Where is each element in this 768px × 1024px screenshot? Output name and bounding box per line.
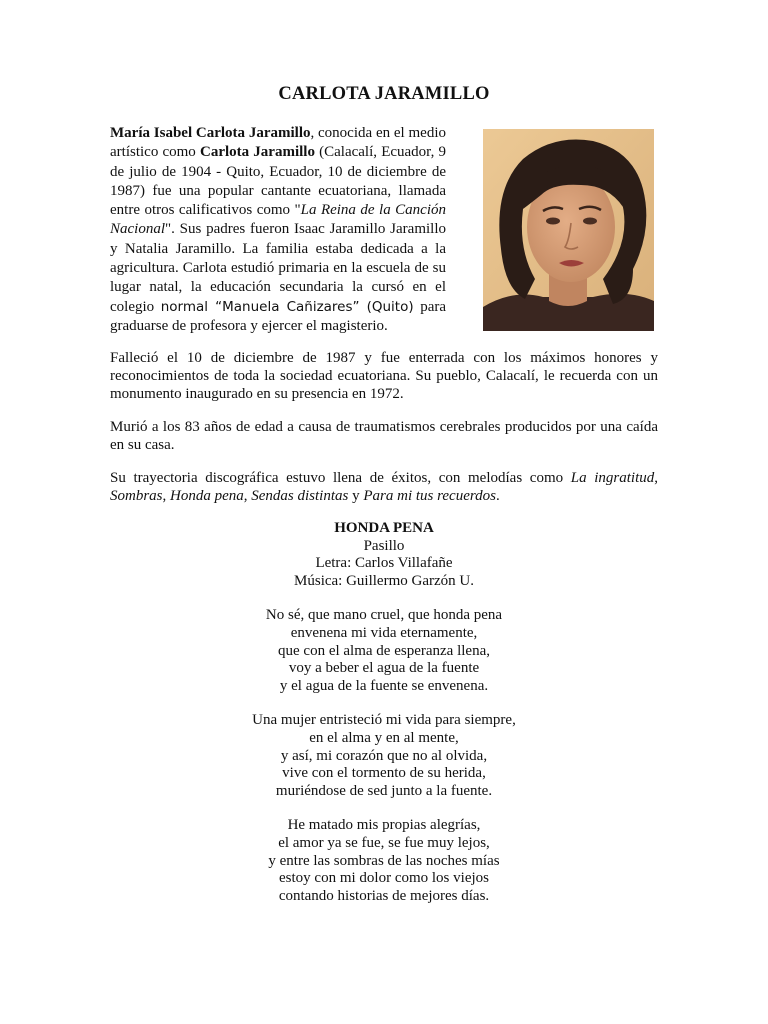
lyric-line: que con el alma de esperanza llena,: [278, 642, 490, 659]
lyric-line: vive con el tormento de su herida,: [282, 765, 486, 782]
lyric-line: He matado mis propias alegrías,: [287, 817, 481, 834]
song-title-2: Sombras: [110, 488, 163, 505]
song-title: HONDA PENA: [334, 520, 434, 536]
song-title-5: Para mi tus recuerdos: [363, 488, 496, 505]
cause-paragraph: Murió a los 83 años de edad a causa de traumatismos cerebrales producidos por una caída en su casa.: [110, 419, 658, 454]
lyric-line: envenena mi vida eternamente,: [290, 624, 478, 641]
song-title-1: La ingratitud: [570, 470, 655, 486]
separator-3: ,: [243, 488, 252, 505]
song-title-4: Sendas distintas: [251, 488, 349, 505]
full-name: María Isabel Carlota Jaramillo: [110, 125, 311, 141]
period: .: [496, 488, 500, 505]
lyric-line: muriéndose de sed junto a la fuente.: [275, 782, 493, 799]
discography-text: Su trayectoria discográfica estuvo llena de éxitos, con melodías como: [110, 470, 571, 486]
lyric-line: y entre las sombras de las noches mías: [268, 852, 500, 869]
intro-text-3: ". Sus padres fueron Isaac Jaramillo Jaramillo y Natalia Jaramillo. La familia estaba dedicada a la agricultura. Carlota estudió primaria en la escuela de su lugar natal, la educación secundaria la cursó en el colegio: [110, 221, 446, 315]
death-paragraph: Falleció el 10 de diciembre de 1987 y fue enterrada con los máximos honores y reconocimientos de toda la sociedad ecuatoriana. Su pueblo, Calacalí, le recuerda con un monumento inaugurado en su presencia en 1972.: [110, 350, 658, 403]
separator-1: ,: [654, 470, 658, 486]
school-name: normal “Manuela Cañizares” (Quito): [160, 298, 414, 315]
stanza-3: [110, 817, 658, 905]
nickname: La Reina de la Canción Nacional: [110, 202, 446, 238]
separator-4: y: [348, 488, 364, 505]
stanza-1: [110, 607, 658, 695]
lyric-line: No sé, que mano cruel, que honda pena: [265, 607, 503, 624]
intro-paragraph: [110, 124, 446, 336]
song-title-3: Honda pena: [170, 488, 244, 505]
song-lyrics: [110, 520, 658, 905]
page-title: CARLOTA JARAMILLO: [278, 84, 490, 104]
lyric-line: Una mujer entristeció mi vida para siempre,: [252, 712, 516, 729]
lyric-line: el amor ya se fue, se fue muy lejos,: [278, 834, 490, 851]
separator-2: ,: [162, 488, 171, 505]
stage-name: Carlota Jaramillo: [199, 144, 315, 161]
lyric-line: contando historias de mejores días.: [278, 887, 490, 904]
intro-text-2: (Calacalí, Ecuador, 9 de julio de 1904 - Quito, Ecuador, 10 de diciembre de 1987) fue una popular cantante ecuatoriana, llamada entre otros calificativos como ": [110, 144, 446, 219]
discography-paragraph: [110, 469, 658, 505]
lyric-line: y así, mi corazón que no al olvida,: [280, 747, 488, 764]
song-lyricist: Letra: Carlos Villafañe: [315, 555, 453, 572]
portrait-photo: [483, 129, 654, 331]
song-composer: Música: Guillermo Garzón U.: [294, 572, 474, 589]
stanza-2: [110, 712, 658, 800]
song-genre: Pasillo: [363, 537, 405, 554]
lyric-line: en el alma y en al mente,: [309, 729, 459, 746]
lyric-line: voy a beber el agua de la fuente: [288, 660, 480, 677]
lyric-line: estoy con mi dolor como los viejos: [279, 870, 489, 887]
intro-text-4: para graduarse de profesora y ejercer el magisterio.: [110, 298, 447, 334]
lyric-line: y el agua de la fuente se envenena.: [279, 677, 489, 694]
portrait-photo-icon: [483, 129, 654, 331]
intro-text-1: , conocida en el medio artístico como: [110, 125, 446, 161]
